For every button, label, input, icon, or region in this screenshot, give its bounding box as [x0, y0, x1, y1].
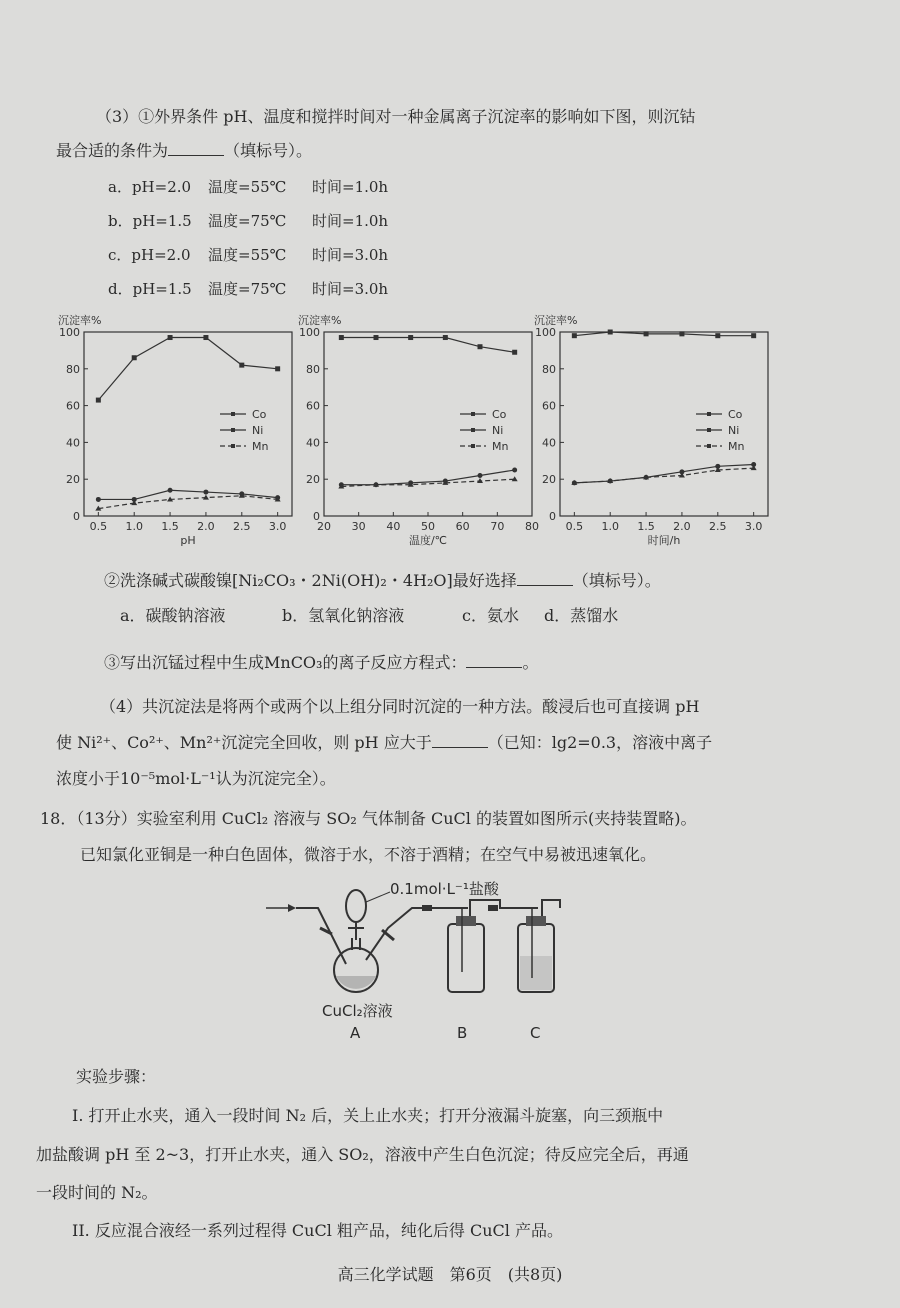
x-tick-label: 2.5 [709, 520, 727, 533]
step-1-line1: I. 打开止水夹，通入一段时间 N₂ 后，关上止水夹；打开分液漏斗旋塞，向三颈瓶中 [72, 1106, 664, 1125]
option-time: 时间=3.0h [312, 246, 389, 264]
x-tick-label: 20 [317, 520, 331, 533]
data-point-co [408, 335, 413, 340]
steps-title: 实验步骤： [76, 1067, 157, 1086]
data-point-co [339, 335, 344, 340]
step-1-line2: 加盐酸调 pH 至 2~3，打开止水夹，通入 SO₂，溶液中产生白色沉淀；待反应完全后，再通 [36, 1145, 689, 1164]
legend-label: Mn [728, 440, 745, 453]
step-1-line3: 一段时间的 N₂。 [36, 1183, 158, 1202]
x-tick-label: 3.0 [744, 520, 763, 533]
y-tick-label: 20 [306, 473, 320, 487]
acid-leader-line [366, 892, 390, 902]
option-label: d．pH=1.5 [108, 280, 192, 298]
x-axis-label: 时间/h [647, 534, 681, 547]
data-point-co [644, 331, 649, 336]
data-point-co [203, 335, 208, 340]
series-line-ni [574, 464, 753, 482]
option-label: b．pH=1.5 [108, 212, 192, 230]
option-temp: 温度=55℃ [208, 178, 287, 196]
legend-label: Ni [492, 424, 504, 437]
x-axis-label: 温度/℃ [408, 534, 448, 547]
series-line-mn [98, 496, 277, 509]
q3-stem-line2 [56, 138, 312, 161]
y-tick-label: 40 [306, 436, 320, 450]
y-tick-label: 0 [549, 510, 556, 523]
tube-joint [488, 905, 498, 911]
option-time: 时间=1.0h [312, 212, 389, 230]
legend-label: Ni [728, 424, 740, 437]
answer-blank[interactable] [466, 653, 522, 668]
option-label: a．pH=2.0 [108, 178, 192, 196]
q3-sub3-text: ③写出沉锰过程中生成MnCO₃的离子反应方程式： [104, 653, 467, 672]
q3-stem-line1: （3）①外界条件 pH、温度和搅拌时间对一种金属离子沉淀率的影响如下图，则沉钴 [96, 107, 696, 126]
chart-time [532, 312, 780, 552]
chart-ph [56, 312, 304, 552]
data-point-co [478, 344, 483, 349]
legend-label: Co [492, 408, 507, 421]
y-tick-label: 60 [542, 399, 556, 413]
legend-marker [707, 428, 711, 432]
series-line-co [341, 338, 514, 353]
x-tick-label: 80 [525, 520, 539, 533]
answer-blank[interactable] [432, 733, 488, 748]
legend-marker [231, 428, 235, 432]
data-point-mn [679, 473, 685, 478]
q3-stem-tail: （填标号）。 [224, 141, 313, 160]
x-tick-label: 1.5 [637, 520, 655, 533]
legend-label: Mn [252, 440, 269, 453]
data-point-co [239, 363, 244, 368]
legend-label: Mn [492, 440, 509, 453]
y-tick-label: 60 [306, 399, 320, 413]
q3-sub3 [104, 650, 538, 673]
legend-marker [231, 444, 235, 448]
x-tick-label: 0.5 [565, 520, 584, 533]
y-tick-label: 80 [66, 362, 80, 376]
data-point-mn [131, 500, 137, 505]
option-c [108, 244, 388, 265]
y-axis-label: 沉淀率% [298, 314, 342, 327]
y-axis-label: 沉淀率% [534, 314, 578, 327]
outlet-tube [366, 908, 468, 960]
y-tick-label: 40 [542, 436, 556, 450]
y-tick-label: 0 [73, 510, 80, 523]
x-tick-label: 50 [421, 520, 435, 533]
wash-option-d: d．蒸馏水 [544, 606, 619, 625]
x-tick-label: 1.5 [161, 520, 179, 533]
legend-marker [231, 412, 235, 416]
option-temp: 温度=75℃ [208, 280, 287, 298]
q18-line1: 18．（13分）实验室利用 CuCl₂ 溶液与 SO₂ 气体制备 CuCl 的装置如图所示(夹持装置略)。 [40, 809, 697, 828]
data-point-mn [203, 495, 209, 500]
solution-label: CuCl₂溶液 [322, 1002, 393, 1020]
y-tick-label: 80 [542, 362, 556, 376]
y-tick-label: 100 [535, 326, 556, 339]
data-point-co [374, 335, 379, 340]
q3-sub2-text: ②洗涤碱式碳酸镍[Ni₂CO₃・2Ni(OH)₂・4H₂O]最好选择 [104, 571, 517, 590]
data-point-ni [478, 473, 483, 478]
y-tick-label: 60 [66, 399, 80, 413]
option-b [108, 210, 388, 231]
x-tick-label: 40 [386, 520, 401, 533]
data-point-ni [96, 497, 101, 502]
data-point-co [679, 331, 684, 336]
q4-line2-text: 使 Ni²⁺、Co²⁺、Mn²⁺沉淀完全回收，则 pH 应大于 [56, 733, 432, 752]
legend-marker [707, 412, 711, 416]
legend-marker [471, 428, 475, 432]
y-tick-label: 100 [59, 326, 80, 339]
q18-line2: 已知氯化亚铜是一种白色固体，微溶于水，不溶于酒精；在空气中易被迅速氧化。 [80, 845, 657, 864]
legend-label: Ni [252, 424, 264, 437]
chart-time-svg [532, 312, 780, 548]
q3-sub3-tail: 。 [522, 653, 539, 672]
y-tick-label: 0 [313, 510, 320, 523]
option-time: 时间=3.0h [312, 280, 389, 298]
x-axis-label: pH [180, 534, 196, 547]
data-point-ni [203, 490, 208, 495]
legend-label: Co [252, 408, 267, 421]
q4-line3: 浓度小于10⁻⁵mol·L⁻¹认为沉淀完全）。 [56, 769, 336, 788]
option-a [108, 176, 388, 197]
data-point-mn [751, 465, 757, 470]
bottle-c-stopper [526, 916, 546, 926]
wash-option-b: b．氢氧化钠溶液 [282, 606, 405, 625]
data-point-co [168, 335, 173, 340]
data-point-ni [512, 468, 517, 473]
answer-blank[interactable] [517, 571, 573, 586]
y-tick-label: 80 [306, 362, 320, 376]
bottle-c-outlet [542, 900, 560, 916]
x-tick-label: 60 [455, 520, 470, 533]
q4-line2-tail: （已知：lg2=0.3，溶液中离子 [487, 733, 713, 752]
data-point-co [275, 366, 280, 371]
inlet-arrowhead-icon [288, 904, 296, 912]
y-tick-label: 20 [542, 473, 556, 487]
series-line-mn [341, 479, 514, 486]
data-point-co [715, 333, 720, 338]
data-point-co [572, 333, 577, 338]
option-label: c．pH=2.0 [108, 246, 191, 264]
x-tick-label: 2.0 [197, 520, 215, 533]
data-point-co [96, 398, 101, 403]
q3-sub2-tail: （填标号）。 [572, 571, 661, 590]
q4-line2 [56, 730, 712, 753]
legend-marker [471, 412, 475, 416]
y-tick-label: 40 [66, 436, 80, 450]
tube-joint [422, 905, 432, 911]
x-tick-label: 0.5 [89, 520, 108, 533]
page-footer: 高三化学试题 第6页 (共8页) [337, 1265, 563, 1284]
x-tick-label: 70 [490, 520, 505, 533]
x-tick-label: 2.5 [233, 520, 251, 533]
wash-bottle-b [448, 924, 484, 992]
label-a: A [350, 1024, 361, 1042]
chart-temperature-svg [296, 312, 544, 548]
label-b: B [457, 1024, 468, 1042]
legend-marker [471, 444, 475, 448]
bottle-c-solution [520, 956, 552, 990]
wash-options [120, 603, 618, 626]
answer-blank[interactable] [168, 141, 224, 156]
x-tick-label: 1.0 [125, 520, 143, 533]
x-tick-label: 3.0 [268, 520, 287, 533]
chart-ph-svg [56, 312, 304, 548]
data-point-co [132, 355, 137, 360]
option-temp: 温度=55℃ [208, 246, 287, 264]
data-point-mn [512, 476, 518, 481]
data-point-co [751, 333, 756, 338]
data-point-co [512, 350, 517, 355]
option-d [108, 278, 388, 299]
x-tick-label: 1.0 [601, 520, 619, 533]
chart-temperature [296, 312, 544, 552]
series-line-ni [341, 470, 514, 485]
label-c: C [530, 1024, 541, 1042]
y-tick-label: 20 [66, 473, 80, 487]
b-to-c-tube [470, 900, 538, 916]
q4-line1: （4）共沉淀法是将两个或两个以上组分同时沉淀的一种方法。酸浸后也可直接调 pH [100, 697, 700, 716]
separatory-funnel [346, 890, 366, 922]
option-temp: 温度=75℃ [208, 212, 287, 230]
data-point-co [608, 330, 613, 335]
wash-option-c: c．氨水 [462, 606, 519, 625]
y-axis-label: 沉淀率% [58, 314, 102, 327]
x-tick-label: 30 [351, 520, 366, 533]
bottle-b-stopper [456, 916, 476, 926]
y-tick-label: 100 [299, 326, 320, 339]
data-point-co [443, 335, 448, 340]
acid-label: 0.1mol·L⁻¹盐酸 [390, 880, 499, 898]
q3-stem-text: 最合适的条件为 [56, 141, 169, 160]
x-tick-label: 2.0 [673, 520, 691, 533]
option-time: 时间=1.0h [312, 178, 389, 196]
q3-sub2 [104, 568, 661, 591]
series-line-mn [574, 468, 753, 483]
data-point-ni [168, 488, 173, 493]
legend-label: Co [728, 408, 743, 421]
legend-marker [707, 444, 711, 448]
step-2: II. 反应混合液经一系列过程得 CuCl 粗产品，纯化后得 CuCl 产品。 [72, 1221, 563, 1240]
series-line-co [98, 338, 277, 401]
wash-option-a: a．碳酸钠溶液 [120, 606, 226, 625]
